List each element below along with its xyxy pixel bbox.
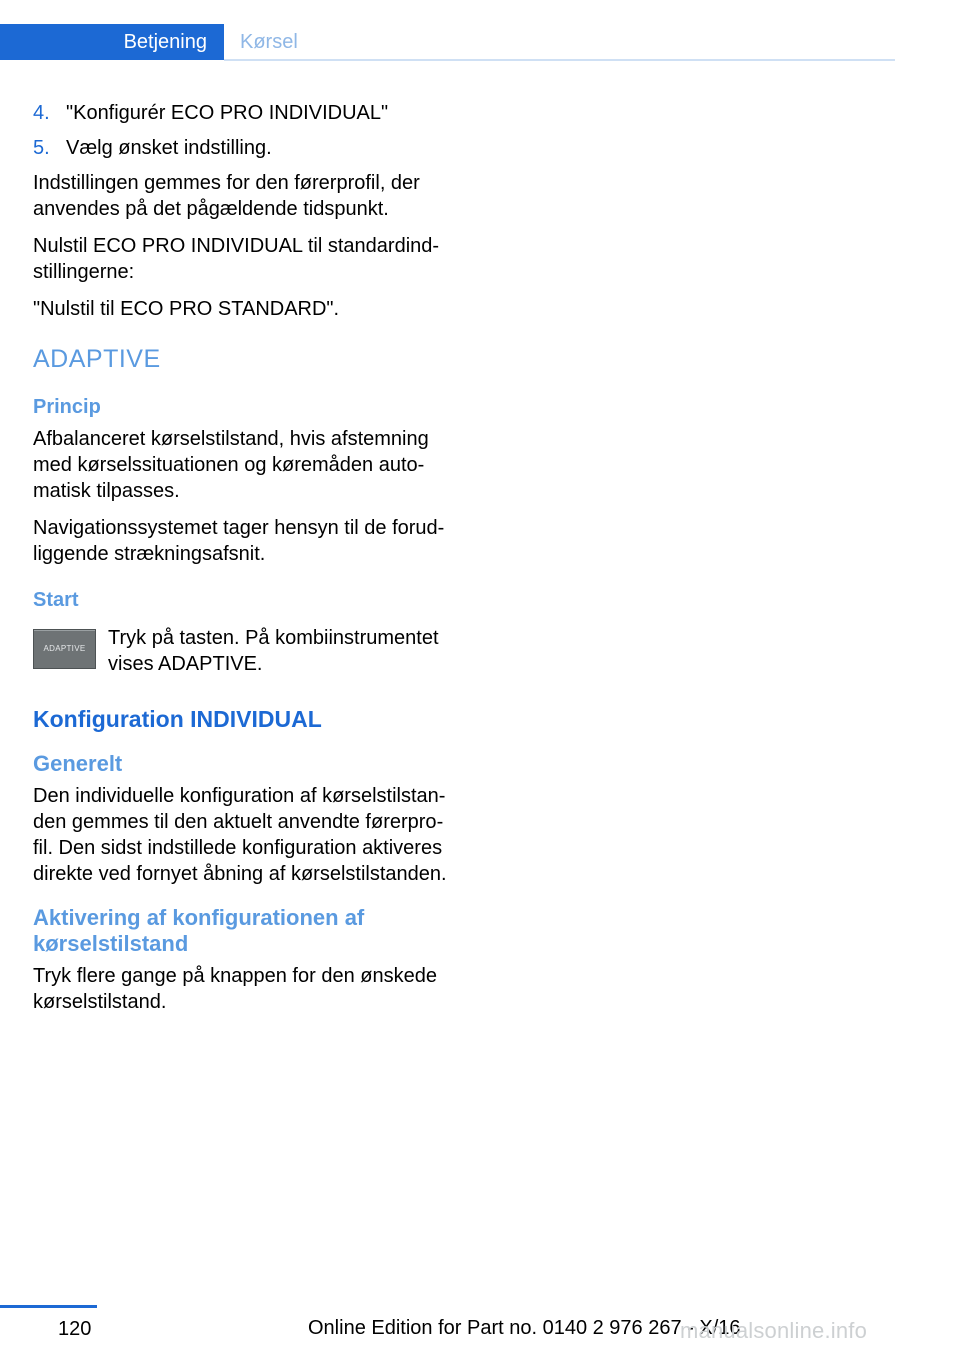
- tab-korsel[interactable]: Kørsel: [240, 30, 298, 53]
- step-item: [33, 100, 453, 126]
- adaptive-button-image: ADAPTIVE: [33, 629, 96, 669]
- tab-betjening[interactable]: Betjening: [0, 24, 224, 60]
- start-text: Tryk på tasten. På kombiinstrumentet vises ADAPTIVE.: [108, 627, 439, 675]
- paragraph: Afbalanceret kørselstilstand, hvis afstemning med kørselssituationen og køremåden automatisk tilpasses.: [33, 428, 429, 502]
- subheading-aktivering: Aktivering af konfigurationen af kørselstilstand: [33, 905, 365, 956]
- tab-underline: [224, 59, 895, 61]
- step-number: 5.: [33, 137, 50, 159]
- subheading-princip: Princip: [33, 396, 101, 418]
- paragraph: Nulstil ECO PRO INDIVIDUAL til standardindstillingerne:: [33, 235, 440, 283]
- subheading-start: Start: [33, 589, 79, 611]
- paragraph: Indstillingen gemmes for den førerprofil, der anvendes på det pågældende tidspunkt.: [33, 172, 420, 220]
- step-text: "Konfigurér ECO PRO INDIVIDUAL": [66, 102, 389, 124]
- step-item: [33, 135, 453, 161]
- section-heading-konfiguration: Konfiguration INDIVIDUAL: [33, 706, 322, 732]
- paragraph: "Nulstil til ECO PRO STANDARD".: [33, 298, 340, 320]
- step-number: 4.: [33, 102, 50, 124]
- page-number: 120: [58, 1318, 92, 1340]
- paragraph: Den individuelle konfiguration af kørselstilstanden gemmes til den aktuelt anvendte førerprofil. Den sidst indstillede konfiguration aktiveres direkte ved fornyet åbning af kørselstilstanden.: [33, 785, 447, 885]
- start-instruction: [33, 625, 453, 677]
- page-content: [33, 100, 453, 1026]
- edition-text: Online Edition for Part no. 0140 2 976 267 - X/16: [308, 1317, 741, 1339]
- section-heading-adaptive: ADAPTIVE: [33, 345, 161, 373]
- section-tabbar: [0, 24, 895, 60]
- paragraph: Tryk flere gange på knappen for den ønskede kørselstilstand.: [33, 965, 437, 1013]
- subheading-generelt: Generelt: [33, 751, 123, 776]
- step-text: Vælg ønsket indstilling.: [66, 137, 272, 159]
- footer-rule: [0, 1305, 97, 1308]
- paragraph: Navigationssystemet tager hensyn til de forudliggende strækningsafsnit.: [33, 517, 445, 565]
- watermark: manualsonline.info: [680, 1318, 868, 1343]
